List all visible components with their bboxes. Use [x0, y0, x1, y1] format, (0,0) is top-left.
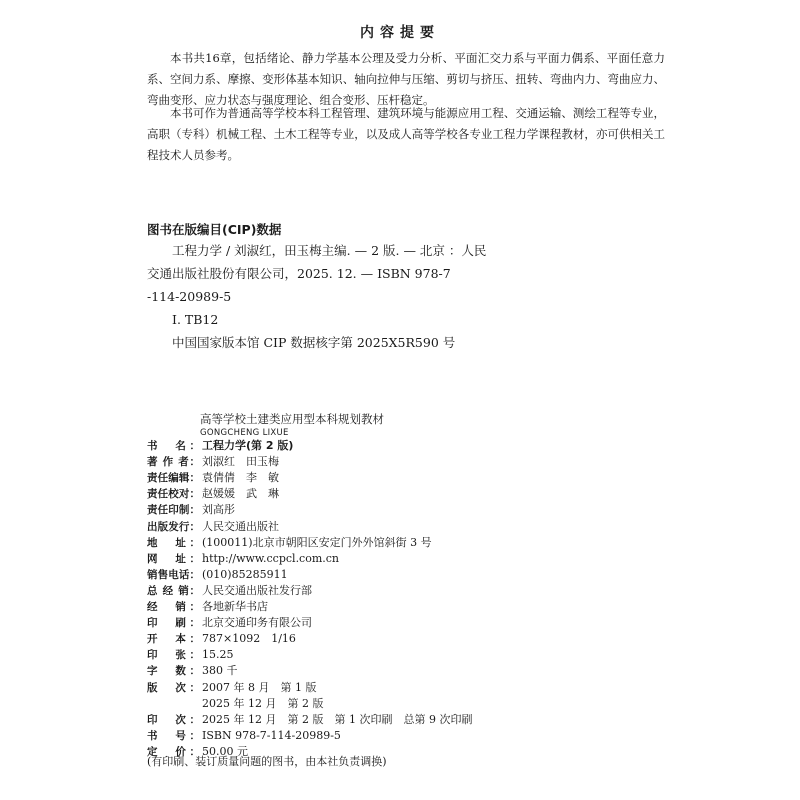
- footer-note: (有印刷、装订质量问题的图书，由本社负责调换): [147, 755, 387, 768]
- summary-paragraph-1: 本书共16章，包括绪论、静力学基本公理及受力分析、平面汇交力系与平面力偶系、平面任意力系、空间力系、摩擦、变形体基本知识、轴向拉伸与压缩、剪切与挤压、扭转、弯曲内力、弯曲应力、弯曲变形、应力状态与强度理论、组合变形、压杆稳定。: [147, 51, 665, 107]
- imprint-label: 责任编辑：: [147, 472, 200, 485]
- series-pinyin: GONGCHENG LIXUE: [200, 428, 289, 438]
- cip-line: 工程力学 / 刘淑红，田玉梅主编. — 2 版. — 北京 ：人民: [172, 243, 487, 258]
- imprint-value: 15.25: [202, 648, 234, 662]
- imprint-label: 开 本：: [147, 633, 200, 646]
- imprint-label: 责任校对：: [147, 488, 200, 501]
- imprint-value: 赵媛媛 武 琳: [202, 487, 279, 501]
- imprint-label: 定 价：: [147, 745, 200, 758]
- cip-heading: 图书在版编目(CIP)数据: [147, 222, 282, 237]
- cip-line: -114-20989-5: [147, 289, 232, 304]
- cip-line: 交通出版社股份有限公司，2025. 12. — ISBN 978-7: [147, 266, 451, 281]
- imprint-value: 2025 年 12 月 第 2 版: [202, 696, 324, 710]
- imprint-value: (100011)北京市朝阳区安定门外外馆斜街 3 号: [202, 535, 432, 549]
- imprint-value: 北京交通印务有限公司: [202, 616, 312, 630]
- imprint-label: 责任印制：: [147, 504, 200, 517]
- imprint-label: 出版发行：: [147, 520, 200, 533]
- cip-line: 中国国家版本馆 CIP 数据核字第 2025X5R590 号: [172, 335, 456, 350]
- imprint-label: 印 刷：: [147, 617, 200, 630]
- imprint-value: 787×1092 1/16: [202, 632, 296, 646]
- imprint-label: 字 数：: [147, 665, 200, 678]
- summary-paragraph-2: 本书可作为普通高等学校本科工程管理、建筑环境与能源应用工程、交通运输、测绘工程等专业，高职（专科）机械工程、土木工程等专业，以及成人高等学校各专业工程力学课程教材，亦可供相关工程技术人员参考。: [147, 106, 665, 162]
- imprint-label: 地 址：: [147, 536, 200, 549]
- imprint-label: 印 张：: [147, 649, 200, 662]
- cip-line: Ⅰ. TB12: [172, 312, 219, 327]
- imprint-label: 印 次：: [147, 713, 200, 726]
- imprint-value: 380 千: [202, 664, 238, 678]
- imprint-label: 网 址：: [147, 552, 200, 565]
- imprint-value: 各地新华书店: [202, 600, 268, 613]
- imprint-value: 2025 年 12 月 第 2 版 第 1 次印刷 总第 9 次印刷: [202, 712, 473, 726]
- summary-title: 内容提要: [360, 25, 440, 41]
- imprint-value: 人民交通出版社: [202, 519, 279, 533]
- imprint-label: 书 名：: [147, 440, 200, 452]
- imprint-label: 版 次：: [147, 681, 200, 694]
- imprint-value: 刘淑红 田玉梅: [202, 455, 279, 469]
- imprint-value: 2007 年 8 月 第 1 版: [202, 680, 317, 694]
- imprint-value: ISBN 978-7-114-20989-5: [202, 728, 341, 742]
- imprint-label: 书 号：: [147, 729, 200, 742]
- imprint-label: 经 销：: [147, 601, 200, 613]
- imprint-value: (010)85285911: [202, 567, 288, 581]
- imprint-value: 工程力学(第 2 版): [202, 439, 294, 452]
- imprint-label: 总 经 销：: [147, 584, 200, 597]
- imprint-value: 袁倩倩 李 敏: [202, 471, 279, 485]
- imprint-value: 刘高彤: [202, 503, 235, 517]
- imprint-value: 人民交通出版社发行部: [202, 583, 312, 597]
- imprint-value: 50.00 元: [202, 744, 248, 758]
- imprint-value: http://www.ccpcl.com.cn: [202, 551, 340, 565]
- imprint-label: 销售电话：: [147, 568, 200, 581]
- series-title: 高等学校土建类应用型本科规划教材: [200, 412, 384, 426]
- imprint-label: 著 作 者：: [147, 456, 200, 469]
